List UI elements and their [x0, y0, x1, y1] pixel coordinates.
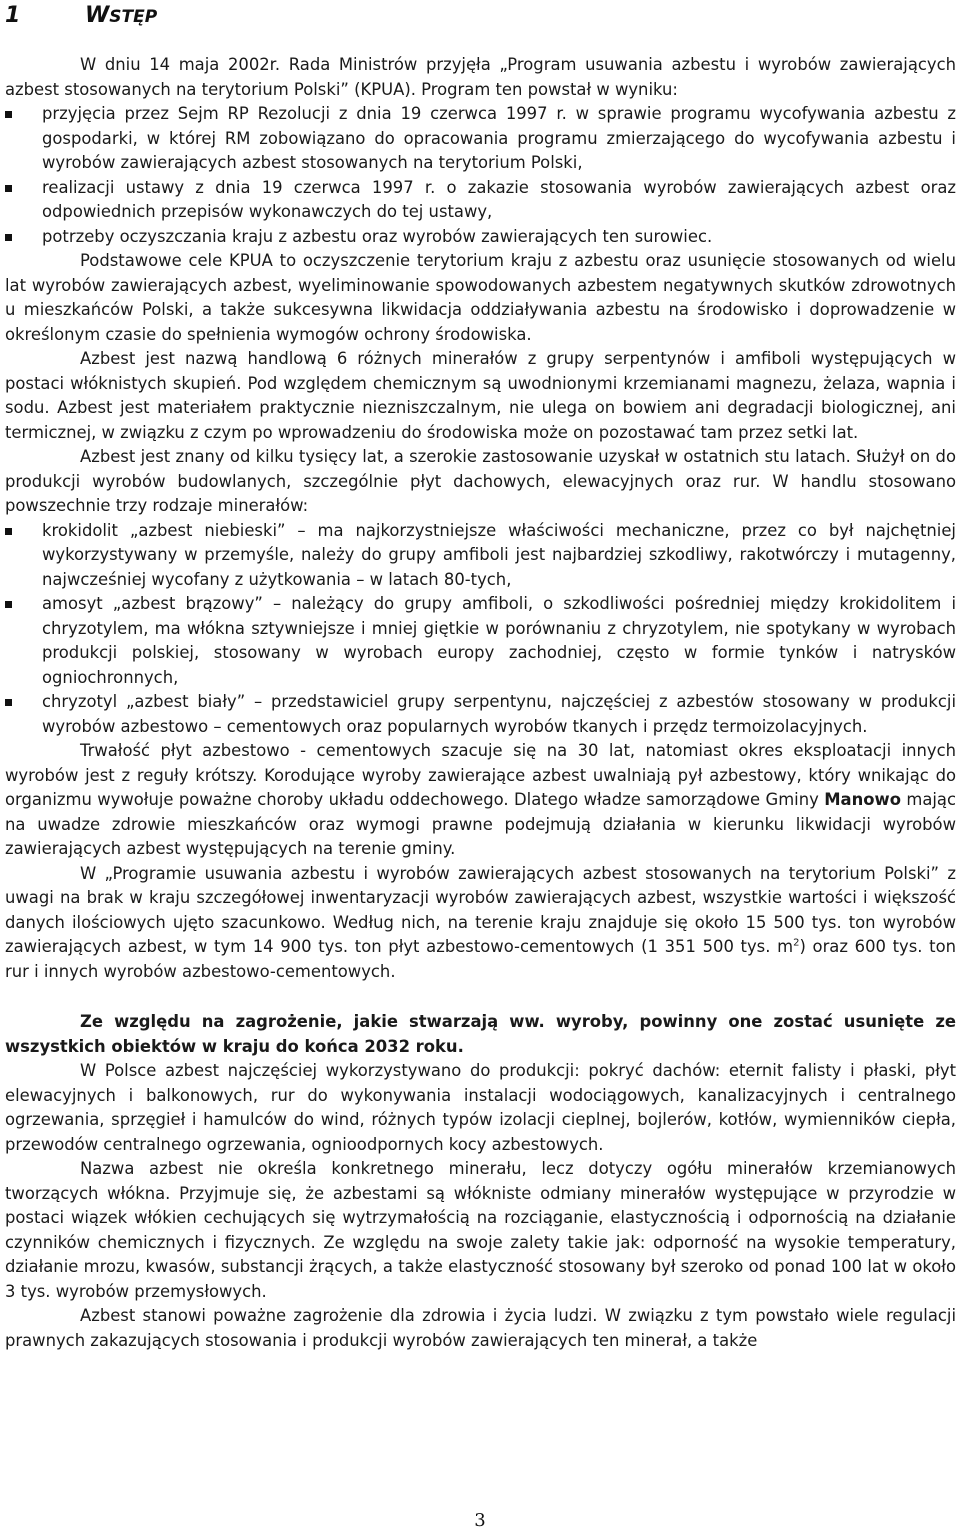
intro-bullet-text: potrzeby oczyszczania kraju z azbestu oraz wyrobów zawierających ten surowiec. [42, 226, 713, 246]
square-bullet-icon [5, 699, 12, 706]
spacer [5, 984, 956, 1010]
section-number: 1 [5, 3, 21, 28]
mineral-bullet [5, 519, 956, 593]
municipality-name: Manowo [824, 790, 901, 809]
intro-bullet [5, 176, 956, 225]
section-title-rest: STĘP [109, 7, 158, 27]
intro-bullet-text: przyjęcia przez Sejm RP Rezolucji z dnia 19 czerwca 1997 r. w sprawie programu wycofywania azbestu z gospodarki, w której RM zobowiązano do opracowania programu zmierzającego do wycofywania azbestu i wyrobów zawierających azbest stosowanych na terytorium Polski, [42, 104, 956, 172]
intro-paragraph: W dniu 14 maja 2002r. Rada Ministrów przyjęła „Program usuwania azbestu i wyrobów zawierających azbest stosowanych na terytorium Polski” (KPUA). Program ten powstał w wyniku: [5, 55, 956, 99]
program-text-a: W „Programie usuwania azbestu i wyrobów zawierających azbest stosowanych na terytorium Polski” z uwagi na brak w kraju szczegółowej inwentaryzacji wyrobów zawierających azbest, wszystkie wartości i większość danych ilościowych ujęto szacunkowo. Według nich, na terenie kraju znajduje się około 15 500 tys. ton wyrobów zawierających azbest, w tym 14 900 tys. ton płyt azbestowo-cementowych (1 351 500 tys. m [5, 863, 956, 956]
square-bullet-icon [5, 234, 12, 241]
program-paragraph [5, 862, 956, 985]
mineral-bullet-text: amosyt „azbest brązowy” – należący do grupy amfiboli, o szkodliwości pośredniej między krokidolitem i chryzotylem, ma włókna sztywniejsze i mniej giętkie w porównaniu z chryzotylem, nie spotykany w wyrobach produkcji polskiej, stosowany w wyrobach europy zachodniej, często w formie tynków i natrysków ogniochronnych, [42, 594, 956, 687]
durability-text-a: Trwałość płyt azbestowo - cementowych szacuje się na 30 lat, natomiast okres eksploatacji innych wyrobów jest z reguły krótszy. Korodujące wyroby zawierające azbest uwalniają pył azbestowy, który wnikając do organizmu wywołuje poważne choroby układu oddechowego. Dlatego władze samorządowe Gminy [5, 741, 956, 809]
uses-paragraph: W Polsce azbest najczęściej wykorzystywano do produkcji: pokryć dachów: eternit falisty i płaski, płyt elewacyjnych i balkonowych, rur do wykonywania instalacji wodociągowych, kanalizacyjnych i centralnego ogrzewania, sprzęgieł i hamulców do wind, różnych typów izolacji cieplnej, bojlerów, kotłów, wymienników ciepła, przewodów centralnego ogrzewania, ognioodpornych kocy azbestowych. [5, 1061, 956, 1154]
document-body [5, 53, 956, 1353]
threat-paragraph: Azbest stanowi poważne zagrożenie dla zdrowia i życia ludzi. W związku z tym powstało wiele regulacji prawnych zakazujących stosowania i produkcji wyrobów zawierających ten minerał, a także [5, 1306, 956, 1350]
page-number: 3 [474, 1510, 486, 1531]
square-bullet-icon [5, 528, 12, 535]
square-bullet-icon [5, 601, 12, 608]
mineral-bullet [5, 592, 956, 690]
minerals-paragraph: Azbest jest nazwą handlową 6 różnych minerałów z grupy serpentynów i amfiboli występujących w postaci włóknistych skupień. Pod względem chemicznym są uwodnionymi krzemianami magnezu, żelaza, wapnia i sodu. Azbest jest materiałem praktycznie niezniszczalnym, nie ulega on bowiem ani degradacji biologicznej, ani termicznej, w związku z czym po wprowadzeniu do środowiska może on pozostawać tam przez setki lat. [5, 349, 956, 442]
mineral-bullet [5, 690, 956, 739]
bold-statement: Ze względu na zagrożenie, jakie stwarzają ww. wyroby, powinny one zostać usunięte ze wszystkich obiektów w kraju do końca 2032 roku. [5, 1012, 956, 1056]
intro-bullet [5, 102, 956, 176]
name-paragraph: Nazwa azbest nie określa konkretnego minerału, lecz dotyczy ogółu minerałów krzemianowych tworzących włókna. Przyjmuje się, że azbestami są włókniste odmiany minerałów występujące w przyrodzie w postaci wiązek włókien cechujących się wytrzymałością na rozciąganie, elastycznością i odpornością na działanie czynników chemicznych i fizycznych. Ze względu na swoje zalety takie jak: odporność na wysokie temperatury, działanie mrozu, kwasów, substancji żrących, a także elastyczność stosowany był szeroko od ponad 100 lat w około 3 tys. wyrobów przemysłowych. [5, 1159, 956, 1301]
mineral-bullet-text: krokidolit „azbest niebieski” – ma najkorzystniejsze właściwości mechaniczne, przez co był najchętniej wykorzystywany w przemyśle, należy do grupy amfiboli jest najbardziej szkodliwy, rakotwórczy i mutagenny, najwcześniej wycofany z użytkowania – w latach 80-tych, [42, 520, 956, 589]
durability-paragraph [5, 739, 956, 862]
goals-paragraph: Podstawowe cele KPUA to oczyszczenie terytorium kraju z azbestu oraz usunięcie stosowanych od wielu lat wyrobów zawierających azbest, wyeliminowanie spowodowanych azbestem negatywnych skutków zdrowotnych u mieszkańców Polski, a także sukcesywna likwidacja oddziaływania azbestu na środowisko i doprowadzenie w określonym czasie do spełnienia wymogów ochrony środowiska. [5, 251, 956, 344]
section-heading [5, 2, 157, 31]
superscript: 2 [793, 937, 800, 949]
square-bullet-icon [5, 185, 12, 192]
intro-bullet [5, 225, 956, 250]
history-paragraph: Azbest jest znany od kilku tysięcy lat, a szerokie zastosowanie uzyskał w ostatnich stu latach. Służył on do produkcji wyrobów budowlanych, szczególnie płyt dachowych, elewacyjnych oraz rur. W handlu stosowano powszechnie trzy rodzaje minerałów: [5, 447, 956, 515]
mineral-bullet-text: chryzotyl „azbest biały” – przedstawiciel grupy serpentynu, najczęściej z azbestów stosowany w produkcji wyrobów azbestowo – cementowych oraz popularnych wyrobów tkanych i przędz termoizolacyjnych. [42, 692, 956, 736]
section-title-initial: W [85, 3, 110, 28]
intro-bullet-text: realizacji ustawy z dnia 19 czerwca 1997 r. o zakazie stosowania wyrobów zawierających azbest oraz odpowiednich przepisów wykonawczych do tej ustawy, [42, 177, 956, 221]
square-bullet-icon [5, 111, 12, 118]
program-text-b: ) oraz 600 tys. ton rur i innych wyrobów azbestowo-cementowych. [5, 937, 957, 981]
durability-text-b: mając na uwadze zdrowie mieszkańców oraz wymogi prawne podejmują działania w kierunku likwidacji wyrobów zawierających azbest występujących na terenie gminy. [5, 790, 956, 858]
